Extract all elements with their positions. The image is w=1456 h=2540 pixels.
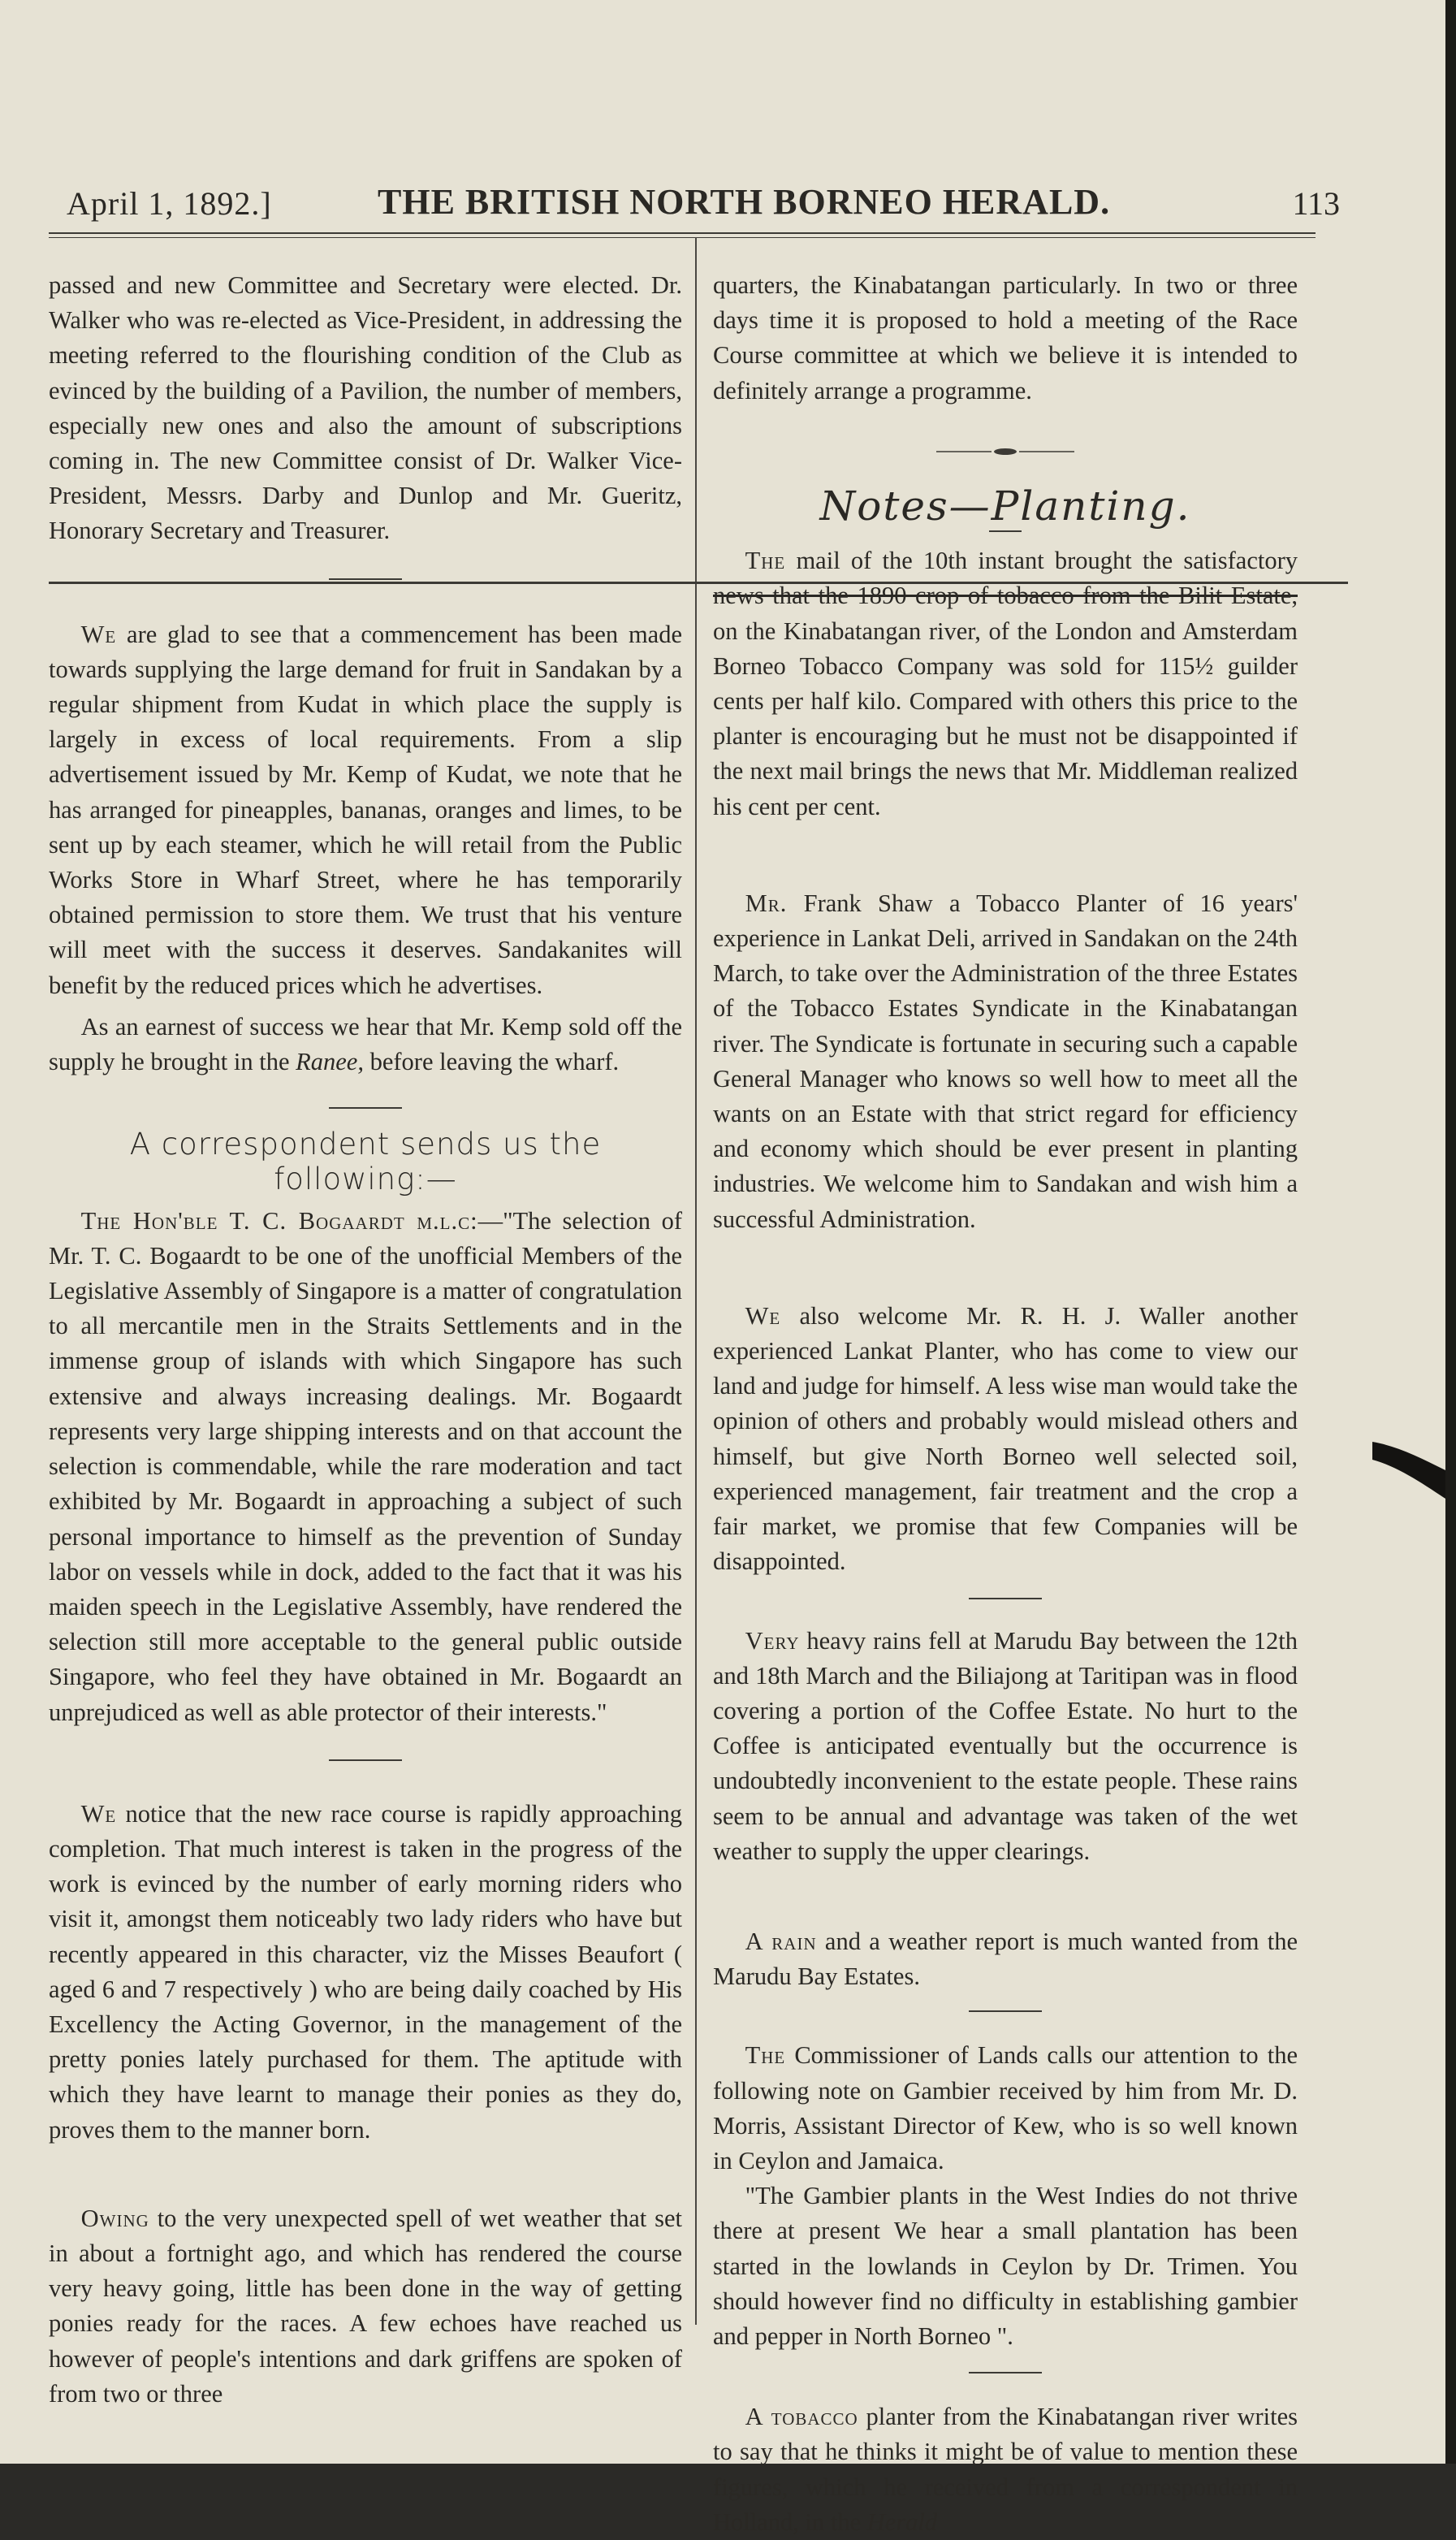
newspaper-name: Herald [866, 2508, 938, 2536]
divider [969, 2010, 1042, 2012]
lead-words: The Hon'ble T. C. Bogaardt m.l.c: [80, 1206, 478, 1235]
paragraph-text: Frank Shaw a Tobacco Planter of 16 years' experience in Lankat Deli, arrived in Sandakan on the 24th March, to take over the Administration of the three Estates of the Tobacco Estates Syndicate in the Kinabatangan river. The Syndicate is fortunate in securing such a capable General Manager who knows so well how to meet all the wants on an Estate with that strict regard for efficiency and economy which should be ever present in planting industries. We welcome him to Sandakan and wish him a successful Administration. [713, 889, 1298, 1233]
club-paragraph: passed and new Committee and Secretary were elected. Dr. Walker who was re-elected as Vice-President, in addressing the meeting referred to the flourishing condition of the Club as evinced by the building of a Pavilion, the number of members, especially new ones and also the amount of subscriptions coming in. The new Committee consist of Dr. Walker Vice-President, Messrs. Darby and Dunlop and Mr. Gueritz, Honorary Secretary and Treasurer. [49, 271, 682, 545]
divider [329, 1759, 402, 1761]
lead-words: A tobacco [745, 2403, 858, 2431]
bogaardt-paragraph [49, 1204, 682, 1730]
divider [329, 1107, 402, 1109]
lead-word: The [745, 2041, 786, 2070]
racecourse-paragraph [49, 1797, 682, 2148]
fruit-paragraph [49, 617, 682, 1003]
weather-paragraph [49, 2201, 682, 2412]
header-rule [49, 232, 1316, 238]
weather-report-paragraph [713, 1924, 1298, 1994]
waller-paragraph [713, 1299, 1298, 1580]
newspaper-title: THE BRITISH NORTH BORNEO HERALD. [378, 182, 1111, 222]
lead-words: A rain [745, 1927, 817, 1955]
section-heading: Notes—Planting. [819, 482, 1191, 530]
heading-ornament [989, 530, 1022, 532]
page-header [57, 175, 1340, 223]
paragraph-text: As an earnest of success we hear that Mr. Kemp sold off the supply he brought in the [49, 1012, 682, 1076]
gambier-quote: "The Gambier plants in the West Indies do not thrive there at present We hear a small plantation has been started in the lowlands in Ceylon by Dr. Trimen. You should however find no difficulty in establishing gambier and pepper in North Borneo ". [713, 2182, 1298, 2350]
shaw-paragraph [713, 886, 1298, 1237]
paragraph-text: and a weather report is much wanted from the Marudu Bay Estates. [713, 1927, 1298, 1991]
paragraph-text: —"The selection of Mr. T. C. Bogaardt to be one of the unofficial Members of the Legislative Assembly of Singapore is a matter of congratulation to all mercantile men in the Straits Settlements and in the immense group of islands with which Singapore has such extensive and always increasing dealings. Mr. Bogaardt represents very large shipping interests and on that account the selection is commendable, while the rare moderation and tact exhibited by Mr. Bogaardt in approaching a subject of such personal importance to himself as the prevention of Sunday labor on vessels while in dock, added to the fact that it was his maiden speech in the Legislative Assembly, have rendered the selection still more acceptable to the general public outside Singapore, who feel they have obtained in Mr. Bogaardt an unprejudiced as well as able protector of their interests." [49, 1206, 682, 1726]
paragraph-text: also welcome Mr. R. H. J. Waller another experienced Lankat Planter, who has come to view our land and judge for himself. A less wise man would take the opinion of others and probably would mislead others and himself, but give North Borneo well selected soil, experienced management, fair treatment and the crop a fair market, we promise that few Companies will be disappointed. [713, 1301, 1298, 1576]
lead-word: We [80, 1799, 117, 1828]
tobacco-price-paragraph [713, 543, 1298, 824]
lead-word: We [80, 620, 117, 648]
paragraph-text: before leaving the wharf. [363, 1048, 620, 1076]
page-number: 113 [1292, 185, 1340, 222]
marudu-rain-paragraph [713, 1624, 1298, 1869]
divider [969, 1598, 1042, 1599]
lead-word: Very [745, 1626, 800, 1655]
lead-word: Mr. [745, 889, 788, 917]
ink-smear [1372, 1426, 1445, 1499]
paragraph-text: to the very unexpected spell of wet weather that set in about a fortnight ago, and which has rendered the course very heavy going, little has been done in the way of getting ponies ready for the races. A few echoes have reached us however of people's intentions and dark griffens are spoken of from two or three [49, 2204, 682, 2408]
gambier-paragraph [713, 2038, 1298, 2179]
lead-word: Owing [80, 2204, 149, 2232]
paragraph-text: planter from the Kinabatangan river writes to say that he thinks it might be of value to mention these figures, which he received from a correspondent in Holland, in the [713, 2403, 1298, 2536]
paragraph-text: on the Kinabatangan river, of the London and Amsterdam Borneo Tobacco Company was sold for 115½ guilder cents per half kilo. Compared with others this price to the planter is encouraging but he must not be disappointed if the next mail brings the news that Mr. Middleman realized his cent per cent. [713, 617, 1298, 820]
issue-date: April 1, 1892.] [67, 185, 272, 222]
lead-word: We [745, 1301, 781, 1330]
paragraph-text: mail of the 10th instant brought the satisfactory [785, 547, 1298, 575]
correspondent-heading: A correspondent sends us the following:— [129, 1127, 602, 1197]
right-column [713, 268, 1298, 2540]
ship-name: Ranee, [296, 1048, 364, 1076]
lead-word: The [745, 547, 786, 575]
racecourse-continued: quarters, the Kinabatangan particularly. In two or three days time it is proposed to hold a meeting of the Race Course committee at which we believe it is intended to definitely arrange a programme. [713, 271, 1298, 405]
ornament-divider [713, 433, 1298, 468]
ornament-icon [936, 445, 1074, 458]
paragraph-text: notice that the new race course is rapidly approaching completion. That much interest is taken in the progress of the work is evinced by the number of early morning riders who visit it, amongst them noticeably two lady riders who have but recently appeared in this character, viz the Misses Beaufort ( aged 6 and 7 respectively ) who are being daily coached by His Excellency the Acting Governor, in the management of the pretty ponies lately purchased for them. The aptitude with which they have learnt to manage their ponies as they do, proves them to the manner born. [49, 1799, 682, 2144]
divider [329, 578, 402, 580]
scan-edge [1445, 0, 1456, 2464]
divider [969, 2372, 1042, 2373]
holland-paragraph [713, 2399, 1298, 2540]
paragraph-text: Commissioner of Lands calls our attention to the following note on Gambier received by him from Mr. D. Morris, Assistant Director of Kew, who is so well known in Ceylon and Jamaica. [713, 2041, 1298, 2174]
paragraph-text: heavy rains fell at Marudu Bay between the 12th and 18th March and the Biliajong at Taritipan was in flood covering a portion of the Coffee Estate. No hurt to the Coffee is anticipated eventually but the occurrence is undoubtedly inconvenient to the estate people. These rains seem to be annual and advantage was taken of the wet weather to supply the upper clearings. [713, 1626, 1298, 1865]
left-column [49, 268, 682, 2412]
paragraph-text: are glad to see that a commencement has been made towards supplying the large demand for fruit in Sandakan by a regular shipment from Kudat in which place the supply is largely in excess of local requirements. From a slip advertisement issued by Mr. Kemp of Kudat, we note that he has arranged for pineapples, bananas, oranges and limes, to be sent up by each steamer, which he will retail from the Public Works Store in Wharf Street, where he has temporarily obtained permission to store them. We trust that his venture will meet with the success it deserves. Sandakanites will benefit by the reduced prices which he advertises. [49, 620, 682, 999]
column-divider [695, 237, 697, 2325]
struck-text: news that the 1890 crop of tobacco from the Bilit Estate, [713, 582, 1298, 610]
kemp-paragraph [49, 1010, 682, 1080]
